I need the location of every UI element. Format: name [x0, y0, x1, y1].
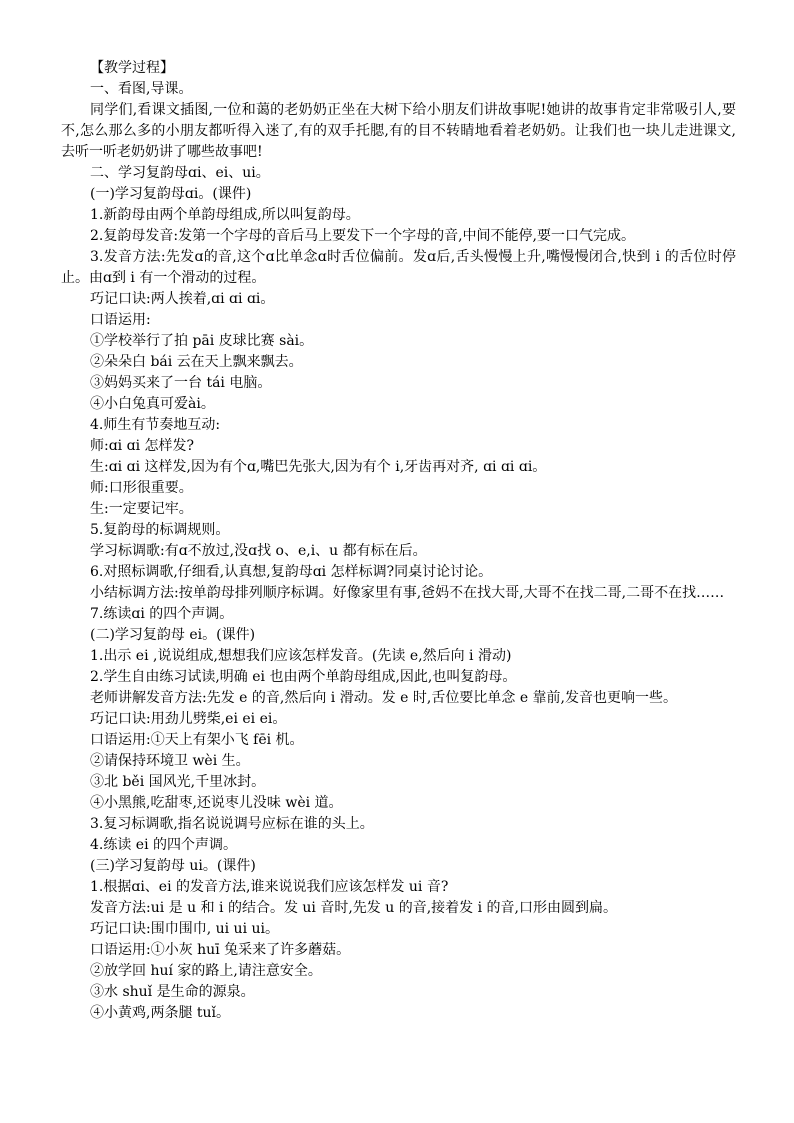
example-line: ④小黄鸡,两条腿 tuǐ。 [90, 1005, 231, 1021]
paragraph: 口语运用: [90, 312, 151, 328]
paragraph: 3.发音方法:先发ɑ的音,这个ɑ比单念ɑ时舌位偏前。发ɑ后,舌头慢慢上升,嘴慢慢闭合,快到 i 的舌位时停止。由ɑ到 i 有一个滑动的过程。 [61, 249, 736, 286]
dialogue-line: 生:一定要记牢。 [90, 501, 193, 517]
example-line: ②放学回 huí 家的路上,请注意安全。 [90, 963, 322, 979]
paragraph: 巧记口诀:围巾围巾, ui ui ui。 [90, 921, 279, 937]
document-body [61, 58, 736, 1024]
paragraph: 4.练读 ei 的四个声调。 [90, 837, 238, 853]
sub-heading: (三)学习复韵母 ui。(课件) [90, 858, 256, 874]
paragraph: 学习标调歌:有ɑ不放过,没ɑ找 o、e,i、u 都有标在后。 [90, 543, 427, 559]
example-line: 口语运用:①天上有架小飞 fēi 机。 [90, 732, 304, 748]
paragraph: 发音方法:ui 是 u 和 i 的结合。发 ui 音时,先发 u 的音,接着发 i 的音,口形由圆到扁。 [90, 900, 617, 916]
example-line: ④小白兔真可爱ài。 [90, 396, 215, 412]
step-heading: 二、学习复韵母ɑi、ei、ui。 [90, 165, 270, 181]
dialogue-line: 师:ɑi ɑi 怎样发? [90, 438, 195, 454]
paragraph: 5.复韵母的标调规则。 [90, 522, 230, 538]
example-line: ①学校举行了拍 pāi 皮球比赛 sài。 [90, 333, 314, 349]
sub-heading: (一)学习复韵母ɑi。(课件) [90, 186, 252, 202]
paragraph: 3.复习标调歌,指名说说调号应标在谁的头上。 [90, 816, 374, 832]
dialogue-line: 师:口形很重要。 [90, 480, 193, 496]
paragraph: 2.复韵母发音:发第一个字母的音后马上要发下一个字母的音,中间不能停,要一口气完成。 [90, 228, 635, 244]
section-heading: 【教学过程】 [90, 60, 174, 76]
intro-paragraph: 同学们,看课文插图,一位和蔼的老奶奶正坐在大树下给小朋友们讲故事呢!她讲的故事肯定非常吸引人,要不,怎么那么多的小朋友都听得入迷了,有的双手托腮,有的目不转睛地看着老奶奶。让我们也一块儿走进课文,去听一听老奶奶讲了哪些故事吧! [61, 102, 736, 160]
dialogue-line: 生:ɑi ɑi 这样发,因为有个ɑ,嘴巴先张大,因为有个 i,牙齿再对齐, ɑi ɑi ɑi。 [90, 459, 547, 475]
example-line: ③北 běi 国风光,千里冰封。 [90, 774, 266, 790]
paragraph: 7.练读ɑi 的四个声调。 [90, 606, 234, 622]
example-line: ③妈妈买来了一台 tái 电脑。 [90, 375, 272, 391]
sub-heading: (二)学习复韵母 ei。(课件) [90, 627, 256, 643]
paragraph: 1.根据ɑi、ei 的发音方法,谁来说说我们应该怎样发 ui 音? [90, 879, 449, 895]
paragraph: 巧记口诀:用劲儿劈柴,ei ei ei。 [90, 711, 287, 727]
paragraph: 巧记口诀:两人挨着,ɑi ɑi ɑi。 [90, 291, 275, 307]
paragraph: 1.出示 ei ,说说组成,想想我们应该怎样发音。(先读 e,然后向 i 滑动) [90, 648, 512, 664]
example-line: 口语运用:①小灰 huī 兔采来了许多蘑菇。 [90, 942, 351, 958]
paragraph: 小结标调方法:按单韵母排列顺序标调。好像家里有事,爸妈不在找大哥,大哥不在找二哥,二哥不在找…… [90, 585, 725, 601]
example-line: ②请保持环境卫 wèi 生。 [90, 753, 250, 769]
paragraph: 1.新韵母由两个单韵母组成,所以叫复韵母。 [90, 207, 360, 223]
paragraph: 6.对照标调歌,仔细看,认真想,复韵母ɑi 怎样标调?同桌讨论讨论。 [90, 564, 493, 580]
paragraph: 2.学生自由练习试读,明确 ei 也由两个单韵母组成,因此,也叫复韵母。 [90, 669, 517, 685]
paragraph: 老师讲解发音方法:先发 e 的音,然后向 i 滑动。发 e 时,舌位要比单念 e 靠前,发音也更响一些。 [90, 690, 677, 706]
step-heading: 一、看图,导课。 [90, 81, 193, 97]
example-line: ③水 shuǐ 是生命的源泉。 [90, 984, 255, 1000]
paragraph: 4.师生有节奏地互动: [90, 417, 221, 433]
example-line: ④小黑熊,吃甜枣,还说枣儿没味 wèi 道。 [90, 795, 343, 811]
example-line: ②朵朵白 bái 云在天上飘来飘去。 [90, 354, 303, 370]
